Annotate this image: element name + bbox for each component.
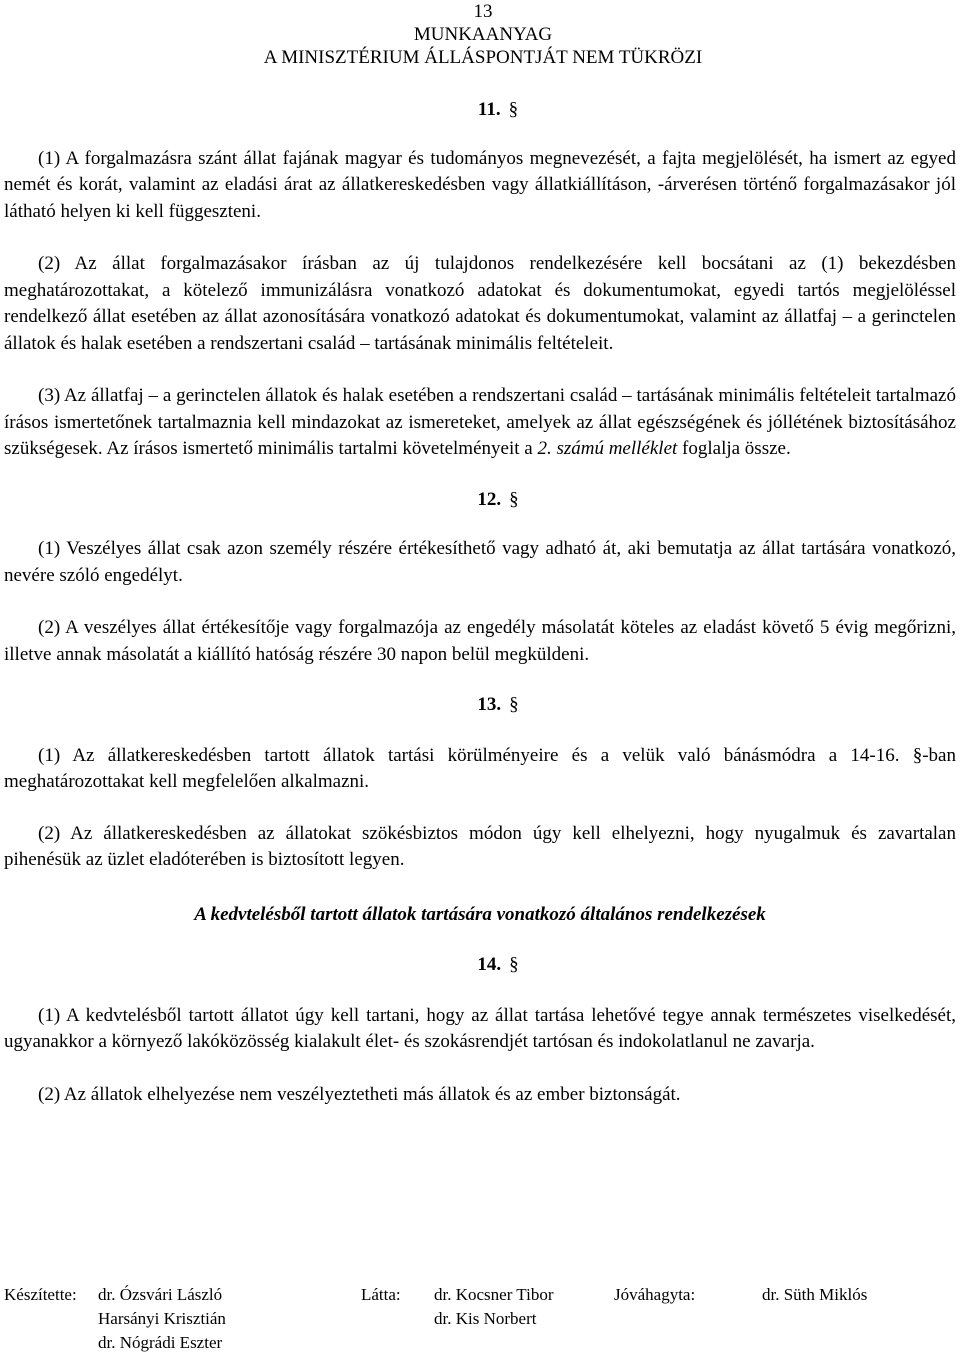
paragraph: (1) A kedvtelésből tartott állatot úgy kell tartani, hogy az állat tartása lehetővé tegye annak természetes viselkedését, ugyanakkor a környező lakóközösség kialakult élet- és szokásrendjét tartósan és indokolatlanul ne zavarja.: [4, 1004, 956, 1052]
approved-label: Jóváhagyta:: [614, 1285, 696, 1304]
section-heading-14: [40, 952, 956, 979]
prepared-names: [98, 1283, 226, 1355]
section-symbol: §: [508, 99, 519, 120]
section-number: 13.: [477, 694, 502, 715]
author-name: dr. Ózsvári László: [98, 1285, 223, 1304]
paragraph: (2) A veszélyes állat értékesítője vagy forgalmazója az engedély másolatát köteles az eladást követő 5 évig megőrizni, illetve annak másolatát a kiállító hatóság részére 30 napon belül megküldeni.: [4, 617, 956, 665]
chapter-subheading: A kedvtelésből tartott állatok tartására vonatkozó általános rendelkezések: [194, 903, 766, 925]
section-symbol: §: [509, 954, 519, 975]
section-symbol: §: [509, 694, 519, 715]
seen-label: Látta:: [361, 1285, 401, 1304]
section-heading-12: [40, 487, 956, 514]
section-number: 14.: [477, 954, 502, 975]
author-name: dr. Nógrádi Eszter: [98, 1333, 223, 1352]
section-heading-11: [40, 97, 956, 124]
paragraph: (2) Az állatok elhelyezése nem veszélyeztetheti más állatok és az ember biztonságát.: [38, 1083, 681, 1105]
prepared-label: Készítette:: [4, 1285, 77, 1304]
section-number: 11.: [477, 99, 501, 120]
reviewer-name: dr. Kis Norbert: [434, 1309, 537, 1328]
approved-names: [762, 1283, 867, 1307]
paragraph: (1) Az állatkereskedésben tartott állatok tartási körülményeire és a velük való bánásmódra a 14-16. §-ban meghatározottakat kell megfelelően alkalmazni.: [4, 744, 956, 792]
paragraph: [4, 383, 956, 463]
page-header: [10, 0, 956, 69]
page-number: 13: [473, 1, 493, 22]
paragraph-text: foglalja össze.: [677, 438, 791, 459]
paragraph-text: (3) Az állatfaj – a gerinctelen állatok és halak esetében a rendszertani család – tartásának minimális feltételeit tartalmazó írásos ismertetőnek tartalmaznia kell mindazokat az ismereteket, amelyek az állat egészségének és jóllétének biztosításához szükségesek. Az írásos ismertető minimális tartalmi követelményeit a: [4, 385, 956, 459]
reviewer-name: dr. Kocsner Tibor: [434, 1285, 554, 1304]
document-page: [4, 0, 956, 1108]
paragraph: (1) A forgalmazásra szánt állat fajának magyar és tudományos megnevezését, a fajta megjelölését, ha ismert az egyed nemét és korát, valamint az eladási árat az állatkereskedésben vagy állatkiállításon, -árverésen történő forgalmazásakor jól látható helyen ki kell függeszteni.: [4, 147, 956, 222]
approver-name: dr. Süth Miklós: [762, 1285, 868, 1304]
author-name: Harsányi Krisztián: [98, 1309, 226, 1328]
section-symbol: §: [509, 488, 519, 510]
paragraph: (1) Veszélyes állat csak azon személy részére értékesíthető vagy adható át, aki bemutatja az állat tartására vonatkozó, nevére szóló engedélyt.: [4, 538, 956, 586]
seen-names: [434, 1283, 553, 1331]
paragraph: (2) Az állat forgalmazásakor írásban az új tulajdonos rendelkezésére kell bocsátani az (1) bekezdésben meghatározottakat, a kötelező immunizálásra vonatkozó adatokat és dokumentumokat, egyedi tartós megjelöléssel rendelkező állat esetében az állat azonosítására vonatkozó adatokat és dokumentumokat, valamint az állatfaj – a gerinctelen állatok és halak esetében a rendszertani család – tartásának minimális feltételeit.: [4, 253, 956, 354]
section-heading-13: [40, 692, 956, 719]
disclaimer-notice: A MINISZTÉRIUM ÁLLÁSPONTJÁT NEM TÜKRÖZI: [263, 47, 703, 68]
draft-notice: MUNKAANYAG: [413, 24, 553, 45]
annex-reference: 2. számú melléklet: [537, 438, 678, 459]
paragraph: (2) Az állatkereskedésben az állatokat szökésbiztos módon úgy kell elhelyezni, hogy nyugalmuk és zavartalan pihenésük az üzlet eladóterében is biztosított legyen.: [4, 822, 956, 870]
section-number: 12.: [477, 488, 502, 510]
